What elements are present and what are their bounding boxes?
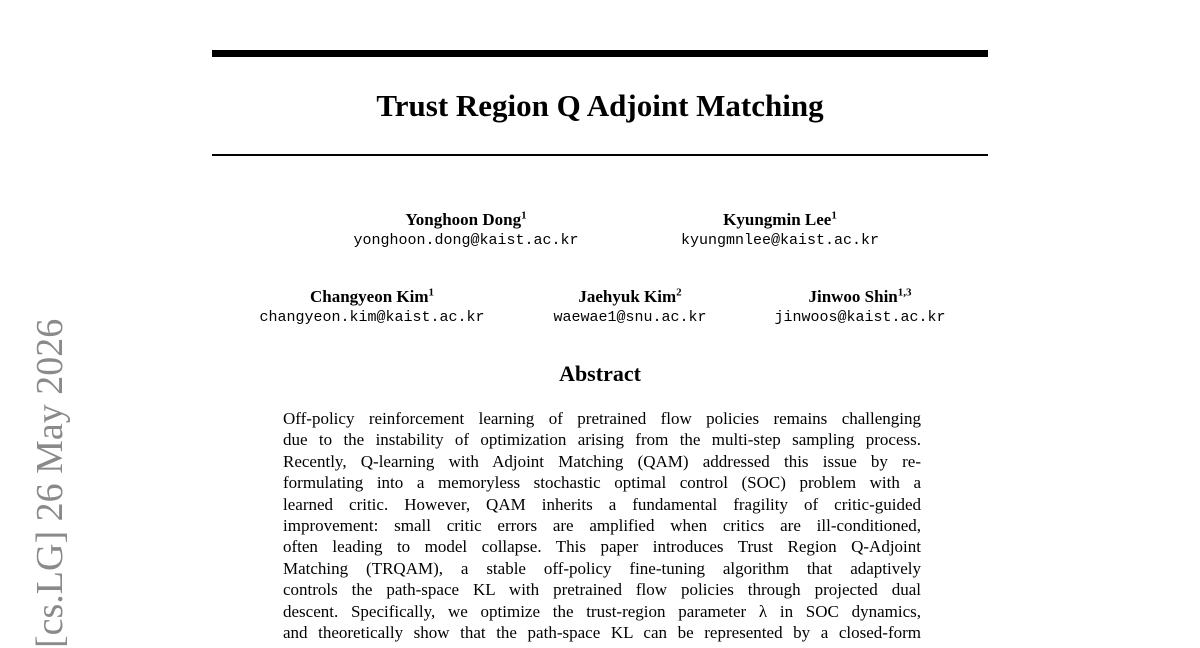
author-email: kyungmnlee@kaist.ac.kr	[680, 232, 880, 249]
arxiv-side-stamp: [cs.LG] 26 May 2026	[29, 318, 71, 648]
abstract-heading: Abstract	[559, 361, 641, 386]
author-block	[232, 286, 512, 328]
abstract-line: due to the instability of optimization arising from the multi-step sampling process.	[283, 430, 921, 450]
author-name: Jaehyuk Kim$^2$	[578, 286, 682, 306]
author-affiliation: 1,3	[897, 286, 912, 299]
abstract-line: controls the path-space KL with pretrained flow policies through projected dual	[283, 580, 921, 600]
abstract-body	[283, 408, 921, 643]
author-name: Yonghoon Dong$^1$	[405, 209, 527, 229]
author-email: waewae1@snu.ac.kr	[553, 309, 707, 326]
author-name: Kyungmin Lee$^1$	[723, 209, 837, 229]
author-name: Changyeon Kim$^1$	[309, 286, 435, 306]
author-block	[740, 286, 980, 328]
author-block	[300, 209, 632, 251]
abstract-line: often leading to model collapse. This paper introduces Trust Region Q-Adjoint	[283, 537, 921, 557]
author-affiliation: 1	[831, 209, 837, 222]
abstract-line: improvement: small critic errors are amplified when critics are ill-conditioned,	[283, 516, 921, 536]
author-block	[520, 286, 740, 328]
abstract-line: learned critic. However, QAM inherits a fundamental fragility of critic-guided	[283, 494, 921, 514]
title-bottom-rule	[212, 154, 988, 156]
title-top-rule	[212, 50, 988, 57]
author-email: changyeon.kim@kaist.ac.kr	[259, 309, 485, 326]
abstract-line: Recently, Q-learning with Adjoint Matching (QAM) addressed this issue by re-	[283, 451, 921, 471]
author-affiliation: 2	[676, 286, 682, 299]
author-email: yonghoon.dong@kaist.ac.kr	[353, 232, 579, 249]
abstract-line: Matching (TRQAM), a stable off-policy fine-tuning algorithm that adaptively	[283, 558, 921, 578]
abstract-line: formulating into a memoryless stochastic optimal control (SOC) problem with a	[283, 473, 921, 493]
abstract-line: descent. Specifically, we optimize the trust-region parameter λ in SOC dynamics,	[283, 601, 921, 621]
author-block	[620, 209, 940, 251]
paper-title: Trust Region Q Adjoint Matching	[376, 88, 824, 123]
author-affiliation: 1	[521, 209, 527, 222]
author-email: jinwoos@kaist.ac.kr	[774, 309, 946, 326]
abstract-line: and theoretically show that the path-space KL can be represented by a closed-form	[283, 623, 921, 643]
abstract-line: Off-policy reinforcement learning of pretrained flow policies remains challenging	[283, 409, 921, 428]
author-affiliation: 1	[428, 286, 435, 299]
author-name: Jinwoo Shin$^{1,3}$	[808, 286, 912, 306]
